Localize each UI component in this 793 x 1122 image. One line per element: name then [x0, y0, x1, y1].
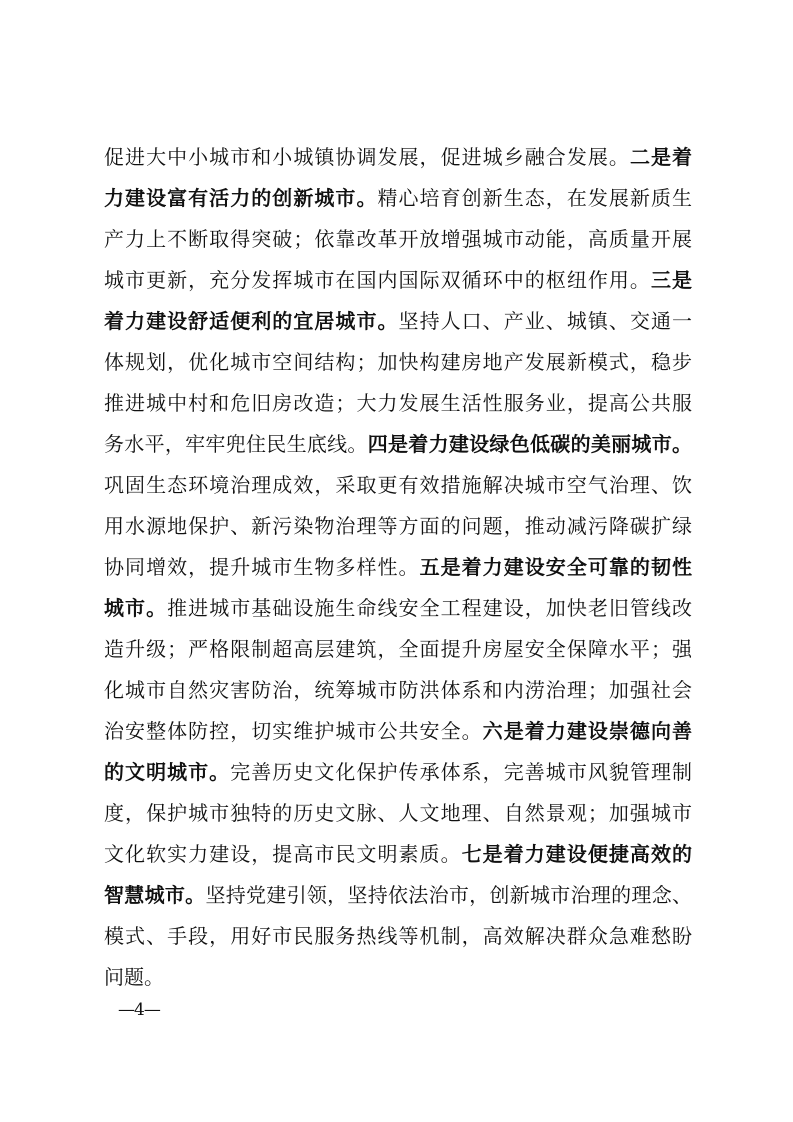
text-segment: 度，保护城市独特的历史文脉、人文地理、自然景观；加强城市: [104, 801, 692, 825]
text-line: [104, 465, 692, 506]
bold-heading-segment: 二是着: [629, 145, 692, 169]
text-segment: 推进城中村和危旧房改造；大力发展生活性服务业，提高公共服: [104, 391, 692, 415]
text-line: [104, 670, 692, 711]
text-line: [104, 260, 692, 301]
text-segment: 问题。: [104, 965, 164, 989]
text-segment: 坚持人口、产业、城镇、交通一: [398, 309, 692, 333]
text-line: [104, 383, 692, 424]
page-number: —4—: [118, 1000, 160, 1020]
text-segment: 协同增效，提升城市生物多样性。: [104, 555, 420, 579]
text-segment: 务水平，牢牢兜住民生底线。: [104, 432, 368, 456]
bold-heading-segment: 四是着力建设绿色低碳的美丽城市。: [367, 432, 692, 456]
text-segment: 文化软实力建设，提高市民文明素质。: [104, 842, 462, 866]
text-segment: 巩固生态环境治理成效，采取更有效措施解决城市空气治理、饮: [104, 473, 692, 497]
text-segment: 治安整体防控，切实维护城市公共安全。: [104, 719, 483, 743]
bold-heading-segment: 着力建设舒适便利的宜居城市。: [104, 309, 399, 333]
bold-heading-segment: 七是着力建设便捷高效的: [461, 842, 692, 866]
text-line: [104, 834, 692, 875]
text-segment: 坚持党建引领，坚持依法治市，创新城市治理的理念、: [205, 883, 692, 907]
text-segment: 产力上不断取得突破；依靠改革开放增强城市动能，高质量开展: [104, 227, 692, 251]
text-line: [104, 506, 692, 547]
text-line: [104, 916, 692, 957]
text-line: [104, 424, 692, 465]
text-line: [104, 711, 692, 752]
text-segment: 用水源地保护、新污染物治理等方面的问题，推动减污降碳扩绿: [104, 514, 692, 538]
text-line: [104, 137, 692, 178]
bold-heading-segment: 三是: [650, 268, 692, 292]
text-line: [104, 178, 692, 219]
bold-heading-segment: 六是着力建设崇德向善: [482, 719, 692, 743]
text-segment: 模式、手段，用好市民服务热线等机制，高效解决群众急难愁盼: [104, 924, 692, 948]
bold-heading-segment: 智慧城市。: [104, 883, 206, 907]
text-segment: 完善历史文化保护传承体系，完善城市风貌管理制: [230, 760, 692, 784]
text-segment: 推进城市基础设施生命线安全工程建设，加快老旧管线改: [167, 596, 692, 620]
text-line: [104, 957, 692, 998]
text-line: [104, 629, 692, 670]
bold-heading-segment: 城市。: [104, 596, 168, 620]
text-line: [104, 219, 692, 260]
text-line: [104, 301, 692, 342]
text-line: [104, 875, 692, 916]
text-segment: 化城市自然灾害防治，统筹城市防洪体系和内涝治理；加强社会: [104, 678, 692, 702]
text-line: [104, 588, 692, 629]
text-line: [104, 752, 692, 793]
text-segment: 促进大中小城市和小城镇协调发展，促进城乡融合发展。: [104, 145, 630, 169]
text-segment: 城市更新，充分发挥城市在国内国际双循环中的枢纽作用。: [104, 268, 651, 292]
body-text: [104, 137, 692, 998]
bold-heading-segment: 五是着力建设安全可靠的韧性: [419, 555, 692, 579]
bold-heading-segment: 力建设富有活力的创新城市。: [104, 186, 378, 210]
bold-heading-segment: 的文明城市。: [104, 760, 231, 784]
text-line: [104, 793, 692, 834]
text-line: [104, 547, 692, 588]
text-segment: 精心培育创新生态，在发展新质生: [377, 186, 692, 210]
text-segment: 体规划，优化城市空间结构；加快构建房地产发展新模式，稳步: [104, 350, 692, 374]
text-line: [104, 342, 692, 383]
text-segment: 造升级；严格限制超高层建筑，全面提升房屋安全保障水平；强: [104, 637, 692, 661]
